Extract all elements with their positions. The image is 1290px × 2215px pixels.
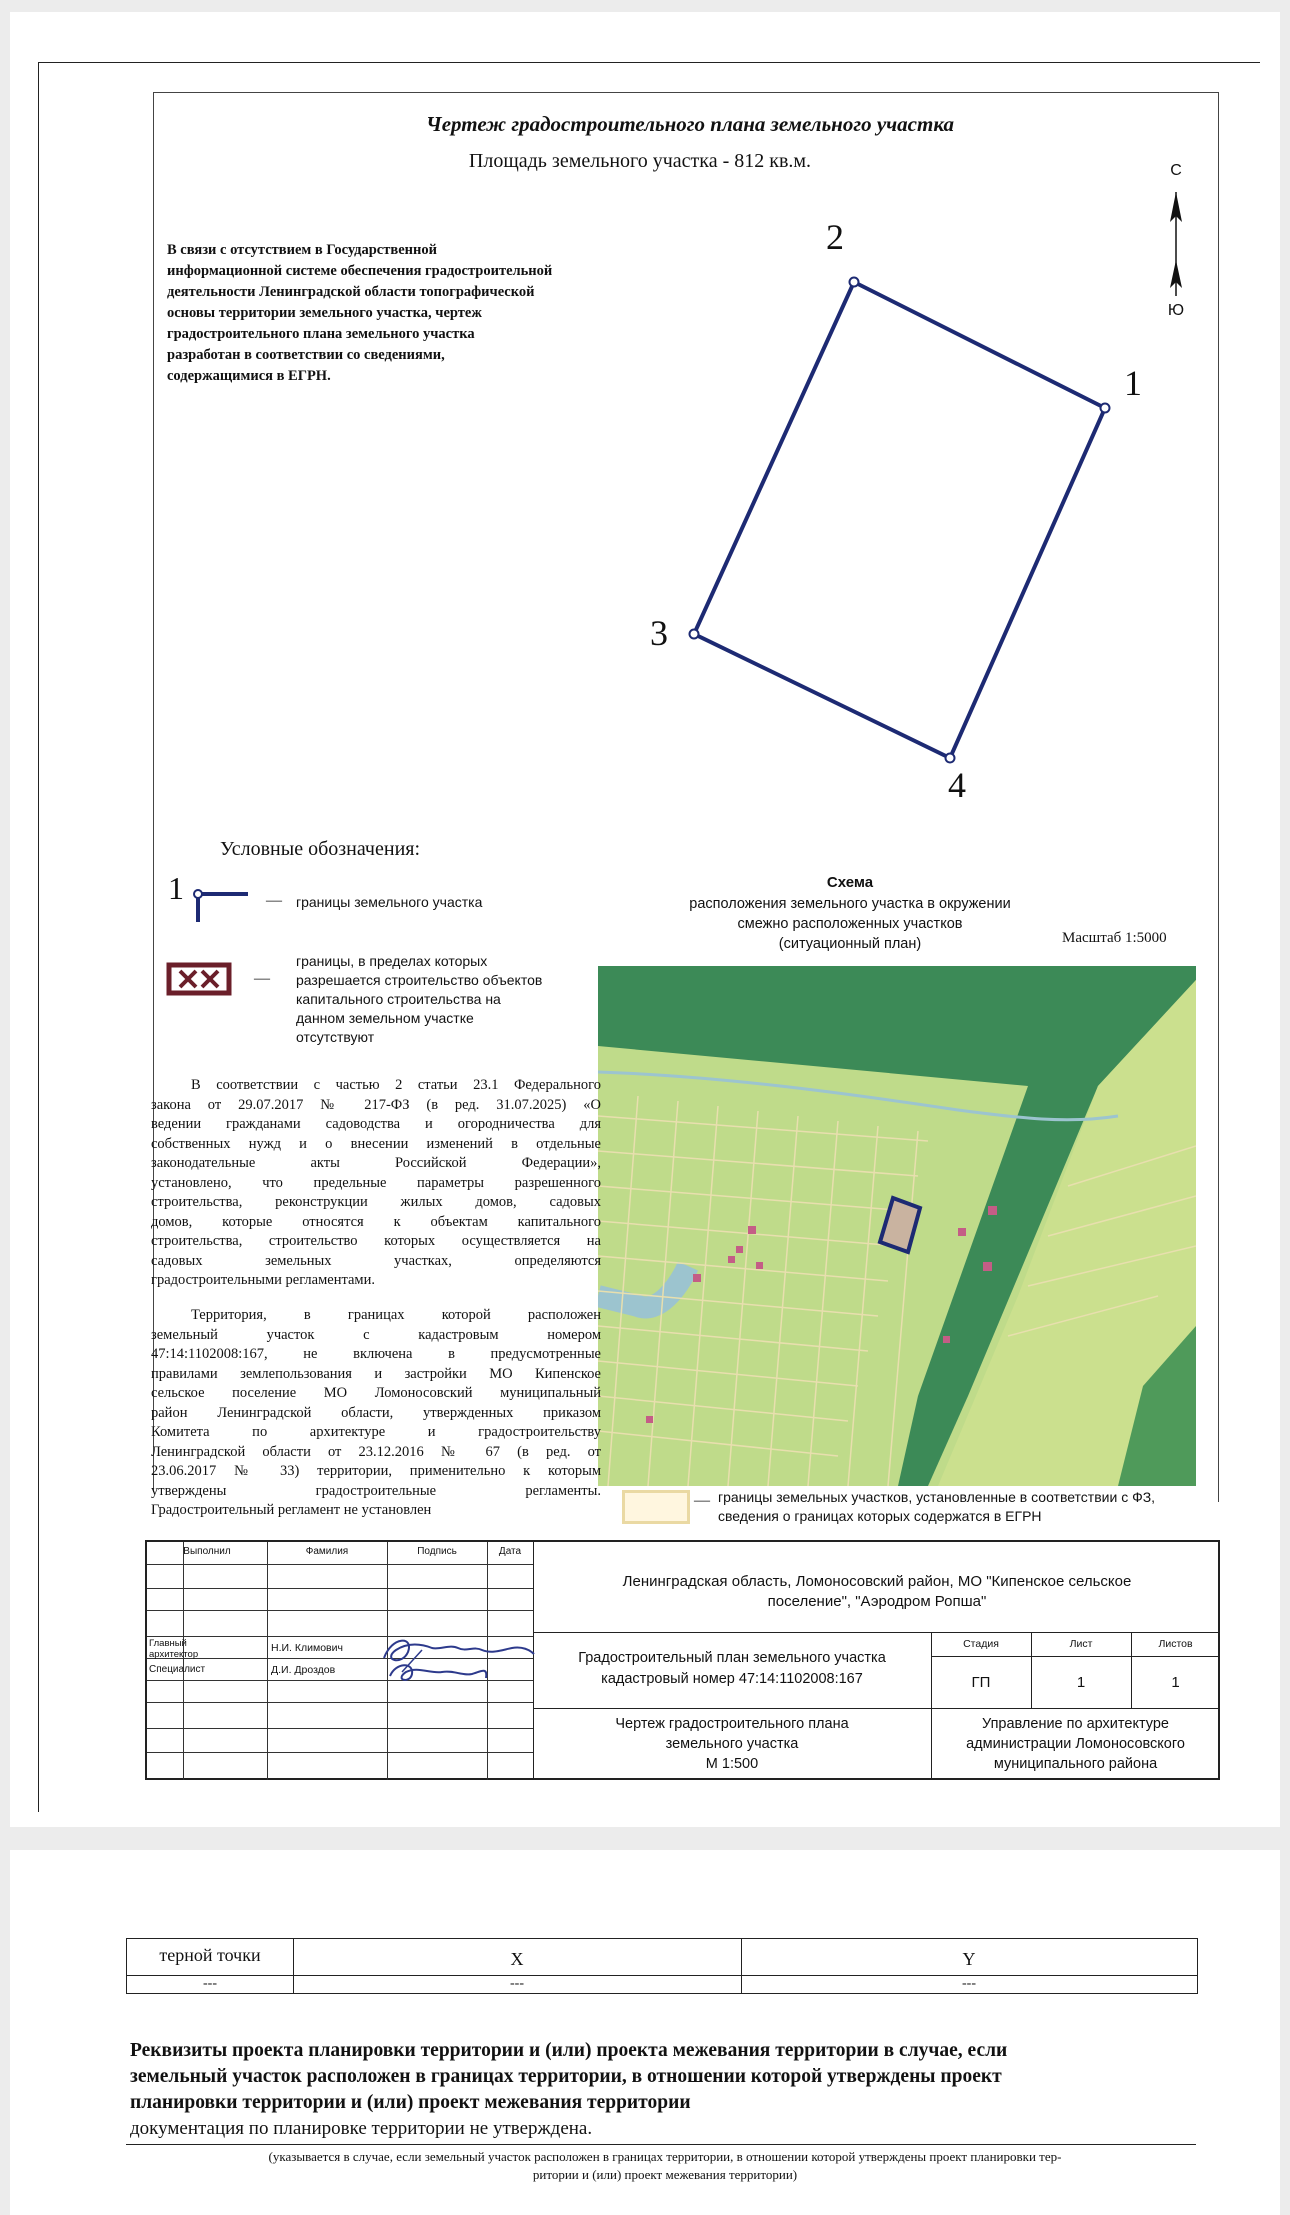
parcel-boundary-drawing <box>650 222 1170 802</box>
point-3-marker <box>690 630 699 639</box>
sheets-value: 1 <box>1171 1674 1180 1691</box>
scheme-legend-swatch <box>622 1490 690 1524</box>
requisites-note: (указывается в случае, если земельный участок расположен в границах территории, в отношении которой утверждены проект планировки тер- ритории и (или) проект межевания территории) <box>268 2149 1062 2182</box>
col-header-signature: Подпись <box>417 1546 457 1557</box>
parcel-area: Площадь земельного участка - 812 кв.м. <box>468 150 812 172</box>
legend-dash-1: — <box>266 892 282 909</box>
coords-cell-x: --- <box>510 1976 524 1991</box>
point-1-marker <box>1101 404 1110 413</box>
sheet-value: 1 <box>1076 1674 1086 1691</box>
topography-notice: В связи с отсутствием в Государственной информационной системе обеспечения градостроительной деятельности Ленинградской области топографической основы территории земельного участка, чертеж градостроительного плана земельного участка разработан в соответствии со сведениями, содержащимися в ЕГРН. <box>167 242 553 384</box>
law-paragraph-1: В соответствии с частью 2 статьи 23.1 Федерального закона от 29.07.2017 № 217-ФЗ (в ред. 31.07.2025) «О ведении гражданами садоводства и огородничества для собственных нужд и о внесении изменений в отдельные законодательные акты Российской Федерации», установлено, что предельные параметры разрешенного строительства, реконструкции жилых домов, садовых домов, которые относятся к объектам капитального строительства, строительство которых осуществляется на садовых земельных участках, определяются градостроительными регламентами. <box>151 1077 601 1288</box>
requisites-underline <box>126 2144 1196 2145</box>
stage-header: Стадия <box>963 1638 999 1650</box>
frame-top-line <box>38 62 1260 63</box>
drawing-title: Чертеж градостроительного плана земельного участка <box>426 112 954 136</box>
col-header-date: Дата <box>498 1546 522 1557</box>
coords-header-x: X <box>510 1949 524 1969</box>
point-2-marker <box>850 278 859 287</box>
scheme-title: Схема <box>826 874 874 891</box>
coords-header-point: терной точки <box>159 1945 261 1965</box>
inner-frame-top <box>153 92 1218 93</box>
situation-map <box>598 966 1196 1486</box>
requisites-heading: Реквизиты проекта планировки территории и (или) проекта межевания территории в случае, если земельный участок расположен в границах территории, в отношении которой утверждены проект планировки территории и (или) проект межевания территории <box>130 2040 1008 2113</box>
legend-boundary-text: границы земельного участка <box>296 894 483 910</box>
col-header-performer: Выполнил <box>183 1546 231 1557</box>
frame-left-line <box>38 62 39 1812</box>
north-label: С <box>1170 162 1182 179</box>
legend-no-building-icon <box>166 962 232 996</box>
legend-no-building-text: границы, в пределах которых разрешается строительство объектов капитального строительства на данном земельном участке отсутствуют <box>296 953 543 1045</box>
col-header-surname: Фамилия <box>305 1546 349 1557</box>
legend-marker-number: 1 <box>168 870 184 906</box>
specialist-name: Д.И. Дроздов <box>271 1664 336 1676</box>
requisites-sheet <box>10 1850 1280 2215</box>
point-label-2: 2 <box>826 217 844 257</box>
specialist-role: Специалист <box>149 1664 206 1675</box>
scheme-subtitle: расположения земельного участка в окружении смежно расположенных участков (ситуационный план) <box>689 896 1011 952</box>
coords-cell-y: --- <box>962 1976 976 1991</box>
stage-value: ГП <box>971 1674 991 1691</box>
point-4-marker <box>946 754 955 763</box>
scheme-legend-text: границы земельных участков, установленные в соответствии с ФЗ, сведения о границах которых содержатся в ЕГРН <box>718 1489 1156 1524</box>
coordinates-table <box>126 1938 1198 1994</box>
signatures-image <box>362 1630 542 1690</box>
title-block <box>145 1540 1220 1780</box>
south-label: Ю <box>1167 302 1185 319</box>
legend-title: Условные обозначения: <box>220 838 421 860</box>
sheet-header: Лист <box>1069 1638 1093 1650</box>
coords-cell-point: --- <box>203 1976 217 1991</box>
organization-text: Управление по архитектуре администрации Ломоносовского муниципального района <box>966 1716 1185 1772</box>
scheme-scale: Масштаб 1:5000 <box>1062 930 1167 946</box>
inner-frame-right <box>1218 92 1219 1502</box>
point-label-4: 4 <box>948 765 966 805</box>
point-label-3: 3 <box>650 613 668 653</box>
drawing-name-text: Чертеж градостроительного плана земельного участка М 1:500 <box>615 1716 849 1772</box>
legend-boundary-icon <box>190 888 254 924</box>
parcel-polygon <box>694 282 1105 758</box>
legend-dash-3: — <box>694 1492 710 1509</box>
drawing-sheet <box>10 12 1280 1827</box>
plan-name-text: Градостроительный план земельного участка кадастровый номер 47:14:1102008:167 <box>578 1650 886 1687</box>
coords-header-y: Y <box>962 1949 976 1969</box>
requisites-value: документация по планировке территории не утверждена. <box>130 2118 593 2139</box>
location-text: Ленинградская область, Ломоносовский район, МО "Кипенское сельское поселение", "Аэродром Ропша" <box>622 1573 1132 1610</box>
sheets-header: Листов <box>1158 1638 1193 1650</box>
chief-architect-role: Главный архитектор <box>149 1638 199 1660</box>
chief-architect-name: Н.И. Климович <box>271 1642 343 1654</box>
law-paragraph-2: Территория, в границах которой расположен земельный участок с кадастровым номером 47:14:1102008:167, не включена в предусмотренные правилами землепользования и застройки МО Кипенское сельское поселение МО Ломоносовский муниципальный район Ленинградской области, утвержденных приказом Комитета по архитектуре и градостроительству Ленинградской области от 23.12.2016 № 67 (в ред. от 23.06.2017 № 33) территории, применительно к которым утверждены градостроительные регламенты. Градостроительный регламент не установлен <box>151 1307 601 1518</box>
legend-dash-2: — <box>254 970 270 987</box>
point-label-1: 1 <box>1124 363 1142 403</box>
